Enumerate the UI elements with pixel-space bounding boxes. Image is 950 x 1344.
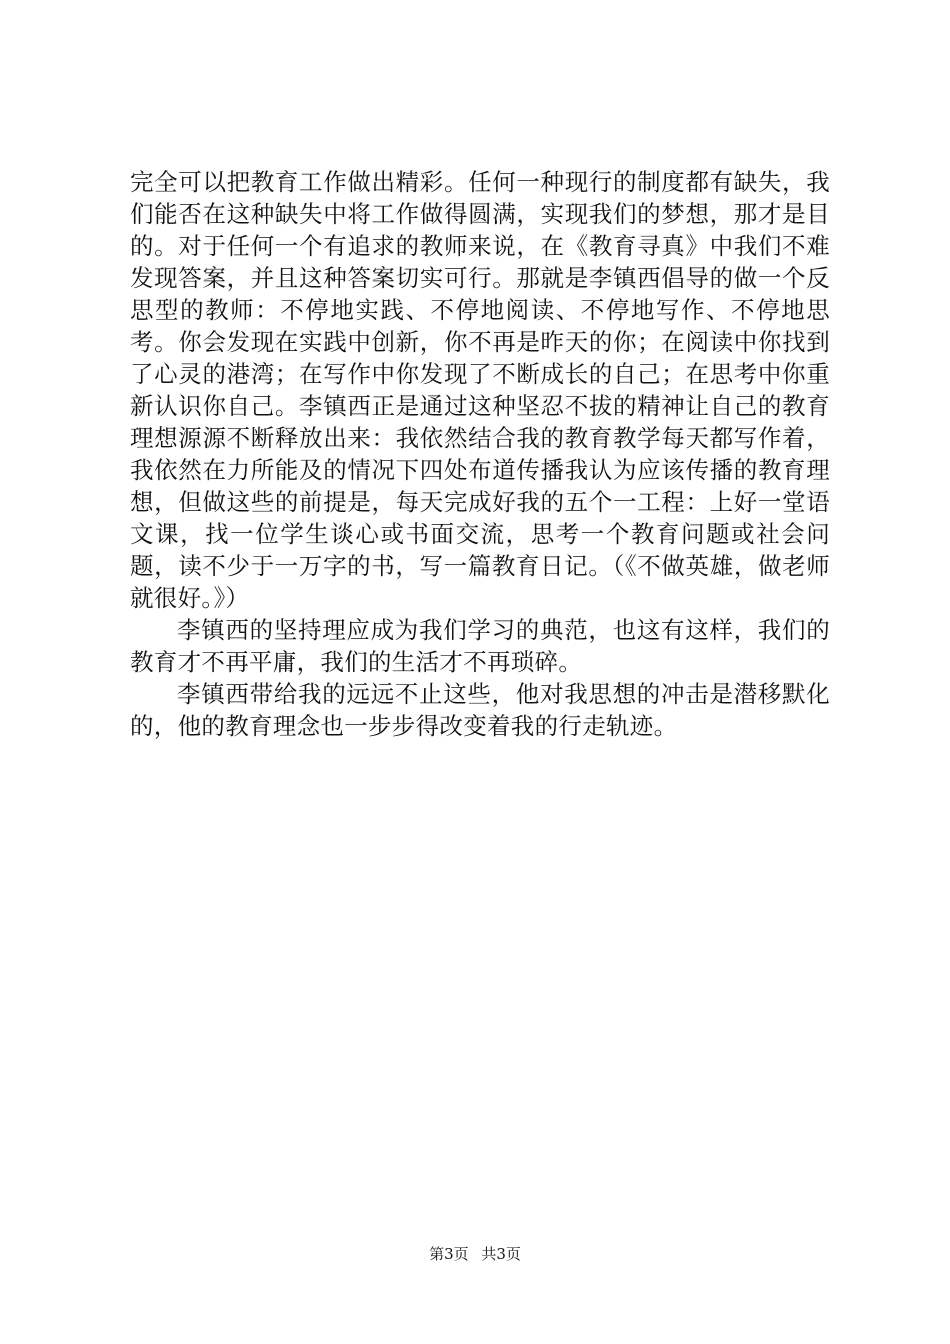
paragraph-2: 李镇西的坚持理应成为我们学习的典范，也这有这样，我们的教育才不再平庸，我们的生活才不再琐碎。 bbox=[130, 616, 830, 676]
document-body bbox=[130, 166, 830, 742]
page-footer bbox=[0, 1244, 950, 1264]
page-number: 第3页 bbox=[429, 1245, 469, 1263]
paragraph-1: 完全可以把教育工作做出精彩。任何一种现行的制度都有缺失，我们能否在这种缺失中将工作做得圆满，实现我们的梦想，那才是目的。对于任何一个有追求的教师来说，在《教育寻真》中我们不难发现答案，并且这种答案切实可行。那就是李镇西倡导的做一个反思型的教师：不停地实践、不停地阅读、不停地写作、不停地思考。你会发现在实践中创新，你不再是昨天的你；在阅读中你找到了心灵的港湾；在写作中你发现了不断成长的自己；在思考中你重新认识你自己。李镇西正是通过这种坚忍不拔的精神让自己的教育理想源源不断释放出来：我依然结合我的教育教学每天都写作着，我依然在力所能及的情况下四处布道传播我认为应该传播的教育理想，但做这些的前提是，每天完成好我的五个一工程：上好一堂语文课，找一位学生谈心或书面交流，思考一个教育问题或社会问题，读不少于一万字的书，写一篇教育日记。（《不做英雄，做老师就很好。》） bbox=[130, 168, 830, 612]
page-total: 共3页 bbox=[481, 1245, 521, 1263]
paragraph-3: 李镇西带给我的远远不止这些，他对我思想的冲击是潜移默化的，他的教育理念也一步步得改变着我的行走轨迹。 bbox=[130, 680, 830, 740]
